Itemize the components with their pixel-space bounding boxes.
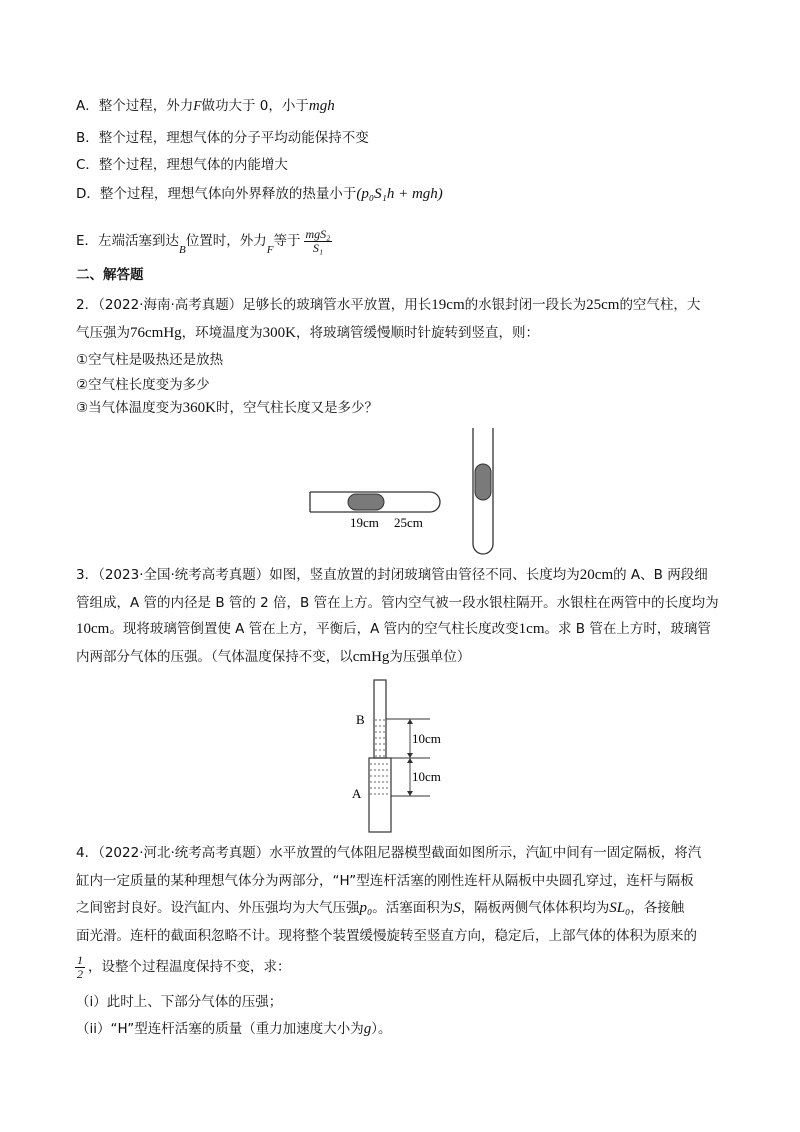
option-e-text: E．左端活塞到达 [76, 233, 180, 249]
volume-sl0: SL₀ [609, 900, 631, 916]
arrow-down-1 [407, 753, 413, 758]
option-a [76, 96, 335, 116]
mgh-symbol: mgh [308, 98, 335, 114]
q4-text: ，隔板两侧气体体积均为 [460, 900, 610, 916]
arrow-up-2 [407, 758, 413, 763]
q3-text: 。现将玻璃管倒置使 A 管在上方，平衡后，A 管内的空气柱长度改变 [109, 621, 519, 637]
q3-line-2: 管组成，A 管的内径是 B 管的 2 倍，B 管在上方。管内空气被一段水银柱隔开。水银柱在两管中的长度均为 [76, 595, 719, 611]
q4-text: （ii）“H”型连杆活塞的质量（重力加速度大小为 [76, 1021, 364, 1037]
q2-value-300k: 300K [262, 325, 297, 341]
label-10cm-upper: 10cm [412, 731, 441, 746]
section-title: 二、解答题 [76, 267, 144, 283]
force-symbol-e: F [266, 244, 274, 256]
tube-a [369, 758, 391, 832]
option-e-mid2: 等于 [273, 233, 301, 249]
q2-text: 的水银封闭一段长为 [464, 297, 587, 313]
q4-sub-1: （i）此时上、下部分气体的压强； [76, 994, 283, 1010]
q3-text: 3．（2023·全国·统考高考真题）如图，竖直放置的封闭玻璃管由管径不同、长度均为 [76, 567, 580, 583]
option-e [76, 226, 335, 257]
q2-value-360k: 360K [182, 400, 216, 416]
q2-figure [300, 420, 520, 560]
position-b-symbol: B [179, 244, 186, 256]
option-e-mid: 位置时，外力 [185, 233, 267, 249]
q3-line-3 [76, 619, 711, 639]
q2-text: ③当气体温度变为 [76, 400, 183, 416]
arrow-up-1 [407, 719, 413, 724]
q4-text: ，各接触 [630, 900, 685, 916]
q3-unit-cmhg: cmHg [352, 649, 390, 665]
q2-value-19cm: 19cm [431, 297, 465, 313]
q3-text: 为压强单位） [389, 649, 471, 665]
label-10cm-lower: 10cm [412, 769, 441, 784]
q2-sub-3 [76, 398, 378, 418]
option-a-mid: 做功大于 0，小于 [201, 98, 309, 114]
mercury-column-horizontal [348, 494, 384, 510]
q3-text: 的 A、B 两段细 [613, 567, 708, 583]
option-a-text: A．整个过程，外力 [76, 98, 194, 114]
half-denominator: 2 [77, 966, 83, 981]
option-c: C．整个过程，理想气体的内能增大 [76, 157, 288, 173]
label-19cm: 19cm [350, 515, 379, 530]
option-d [76, 184, 443, 204]
q2-value-25cm: 25cm [586, 297, 620, 313]
q4-line-2: 缸内一定质量的某种理想气体分为两部分，“H”型连杆活塞的刚性连杆从隔板中央圆孔穿过，连杆与隔板 [76, 873, 694, 889]
option-b: B．整个过程，理想气体的分子平均动能保持不变 [76, 130, 369, 146]
q2-text: 气压强为 [76, 325, 130, 341]
q3-value-10cm: 10cm [76, 621, 110, 637]
label-a: A [352, 786, 362, 801]
q4-text: 之间密封良好。设汽缸内、外压强均为大气压强 [76, 900, 360, 916]
q2-text: 2．（2022·海南·高考真题）足够长的玻璃管水平放置，用长 [76, 297, 432, 313]
q2-sub-2: ②空气柱长度变为多少 [76, 377, 210, 393]
q3-line-1 [76, 565, 708, 585]
fraction-mgs2-s1 [304, 228, 333, 255]
q3-text: 内两部分气体的压强。（气体温度保持不变，以 [76, 649, 353, 665]
q4-text: ）。 [371, 1021, 392, 1037]
fraction-denominator: S₁ [312, 240, 323, 255]
pressure-p0: p₀ [359, 900, 373, 916]
fraction-one-half [75, 954, 85, 981]
q2-text: ，环境温度为 [181, 325, 263, 341]
q2-sub-1: ①空气柱是吸热还是放热 [76, 352, 224, 368]
q3-line-4 [76, 647, 470, 667]
label-b: B [356, 712, 365, 727]
q2-line-2 [76, 323, 539, 343]
q3-figure [340, 676, 460, 836]
mercury-in-a [370, 764, 390, 794]
mercury-column-vertical [475, 464, 491, 500]
heat-expression: (p₀S₁h + mgh) [356, 186, 443, 202]
q4-line-4: 面光滑。连杆的截面积忽略不计。现将整个装置缓慢旋转至竖直方向，稳定后，上部气体的体积为原来的 [76, 928, 697, 944]
q2-text: 的空气柱，大 [619, 297, 701, 313]
force-symbol: F [193, 98, 202, 113]
q4-sub-2 [76, 1019, 391, 1039]
q4-text: 。活塞面积为 [372, 900, 454, 916]
q4-text: ，设整个过程温度保持不变，求： [88, 959, 291, 975]
area-s: S [453, 900, 461, 916]
q3-value-1cm: 1cm [518, 621, 545, 637]
q2-value-76cmhg: 76cmHg [130, 325, 182, 341]
q3-value-20cm: 20cm [579, 567, 614, 583]
q2-line-1 [76, 295, 700, 315]
tube-b [374, 680, 386, 758]
q2-text: 时，空气柱长度又是多少？ [215, 400, 378, 416]
fraction-numerator: mgS₂ [305, 226, 331, 241]
q4-line-5 [72, 953, 291, 981]
q3-text: 。求 B 管在上方时，玻璃管 [544, 621, 711, 637]
label-25cm: 25cm [394, 515, 423, 530]
option-d-text: D．整个过程，理想气体向外界释放的热量小于 [76, 186, 357, 202]
q2-text: ，将玻璃管缓慢顺时针旋转到竖直，则： [296, 325, 540, 341]
gravity-g: g [363, 1021, 372, 1037]
arrow-down-2 [407, 791, 413, 796]
q4-line-1: 4．（2022·河北·统考高考真题）水平放置的气体阻尼器模型截面如图所示，汽缸中间有一固定隔板，将汽 [76, 845, 702, 861]
half-numerator: 1 [77, 952, 83, 967]
mercury-in-b [375, 720, 385, 756]
q4-line-3 [76, 898, 684, 918]
